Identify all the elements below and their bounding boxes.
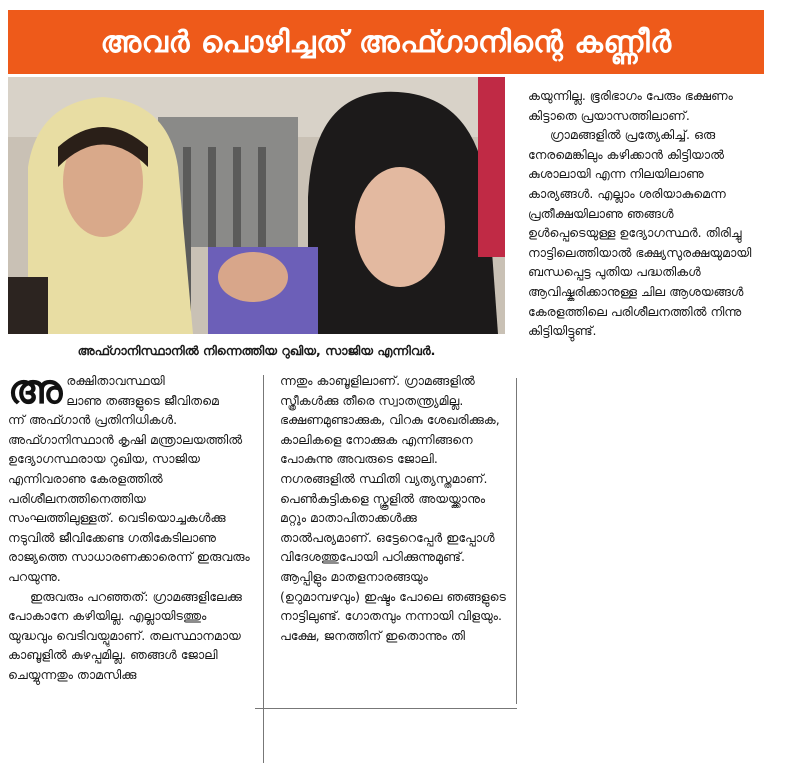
article-column-left [8, 371, 251, 763]
news-photo [8, 77, 505, 334]
headline-text: അവർ പൊഴിച്ചത് അഫ്ഗാനിന്റെ കണ്ണീർ [100, 24, 672, 60]
column-rule [255, 708, 517, 709]
article-paragraph: ന്നതും കാബൂളിലാണ്. ഗ്രാമങ്ങളിൽ സ്ത്രീകൾക്കു തീരെ സ്വാതന്ത്ര്യമില്ല. ഭക്ഷണമുണ്ടാക്കുക, വിറകു ശേഖരിക്കുക, കാലികളെ നോക്കുക എന്നിങ്ങനെ പോകുന്നു അവരുടെ ജോലി. നഗരങ്ങളിൽ സ്ഥിതി വ്യത്യസ്തമാണ്. പെൺകുട്ടികളെ സ്കൂളിൽ അയയ്ക്കാനും മറ്റും മാതാപിതാക്കൾക്കു താൽപര്യമാണ്. ഒട്ടേറെപ്പേർ ഇപ്പോൾ വിദേശത്തുപോയി പഠിക്കുന്നുമുണ്ട്. ആപ്പിളും മാതളനാരങ്ങയും (ഉറുമാമ്പഴവും) ഇഷ്ടം പോലെ ഞങ്ങളുടെ നാട്ടിലുണ്ട്. ഗോതമ്പും നന്നായി വിളയും. പക്ഷേ, ജനത്തിന് ഇതൊന്നും തി [280, 373, 506, 643]
article-paragraph: ഗ്രാമങ്ങളിൽ പ്രത്യേകിച്ച്. ഒരു നേരമെങ്കിലും കഴിക്കാൻ കിട്ടിയാൽ കുശാലായി എന്ന നിലയിലാണു കാര്യങ്ങൾ. എല്ലാം ശരിയാകുമെന്ന പ്രതീക്ഷയിലാണു ഞങ്ങൾ ഉൾപ്പെടെയുള്ള ഉദ്യോഗസ്ഥർ. തിരിച്ചു നാട്ടിലെത്തിയാൽ ഭക്ഷ്യസുരക്ഷയുമായി ബന്ധപ്പെട്ട പുതിയ പദ്ധതികൾ ആവിഷ്കരിക്കാനുള്ള ചില ആശയങ്ങൾ കേരളത്തിലെ പരിശീലനത്തിൽ നിന്നു കിട്ടിയിട്ടുണ്ട്. [528, 127, 752, 339]
article-paragraph: ഇരുവരും പറഞ്ഞത്: ഗ്രാമങ്ങളിലേക്കു പോകാനേ കഴിയില്ല. എല്ലായിടത്തും യുദ്ധവും വെടിവയ്പുമാണ്. തലസ്ഥാനമായ കാബൂളിൽ കുഴപ്പമില്ല. ഞങ്ങൾ ജോലി ചെയ്യുന്നതും താമസിക്കു [8, 588, 242, 682]
article-paragraph: അഫ്ഗാനിസ്ഥാൻ കൃഷി മന്ത്രാലയത്തിൽ ഉദ്യോഗസ്ഥരായ റുഖിയ, സാജിയ എന്നിവരാണു കേരളത്തിൽ പരിശീലനത്തിനെത്തിയ സംഘത്തിലുള്ളത്. വെടിയൊച്ചകൾക്കു നടുവിൽ ജീവിക്കേണ്ട ഗതികേടിലാണു രാജ്യത്തെ സാധാരണക്കാരെന്ന് ഇരുവരും പറയുന്നു. [8, 431, 250, 584]
drop-cap: അ [8, 371, 63, 413]
article-lead: രക്ഷിതാവസ്ഥയി ലാണു തങ്ങളുടെ ജീവിതമെ ന്ന് അഫ്ഗാൻ പ്രതിനിധികൾ. [8, 373, 219, 428]
news-photo-illustration [8, 77, 505, 334]
column-divider [263, 375, 264, 763]
article-column-right [528, 86, 764, 368]
column-divider [516, 378, 517, 704]
photo-caption: അഫ്ഗാനിസ്ഥാനിൽ നിന്നെത്തിയ റുഖിയ, സാജിയ എന്നിവർ. [77, 343, 436, 358]
article-column-middle [280, 371, 509, 711]
headline-banner [8, 10, 764, 74]
article-paragraph: കയുന്നില്ല. ഭൂരിഭാഗം പേരും ഭക്ഷണം കിട്ടാതെ പ്രയാസത്തിലാണ്. [528, 88, 733, 123]
